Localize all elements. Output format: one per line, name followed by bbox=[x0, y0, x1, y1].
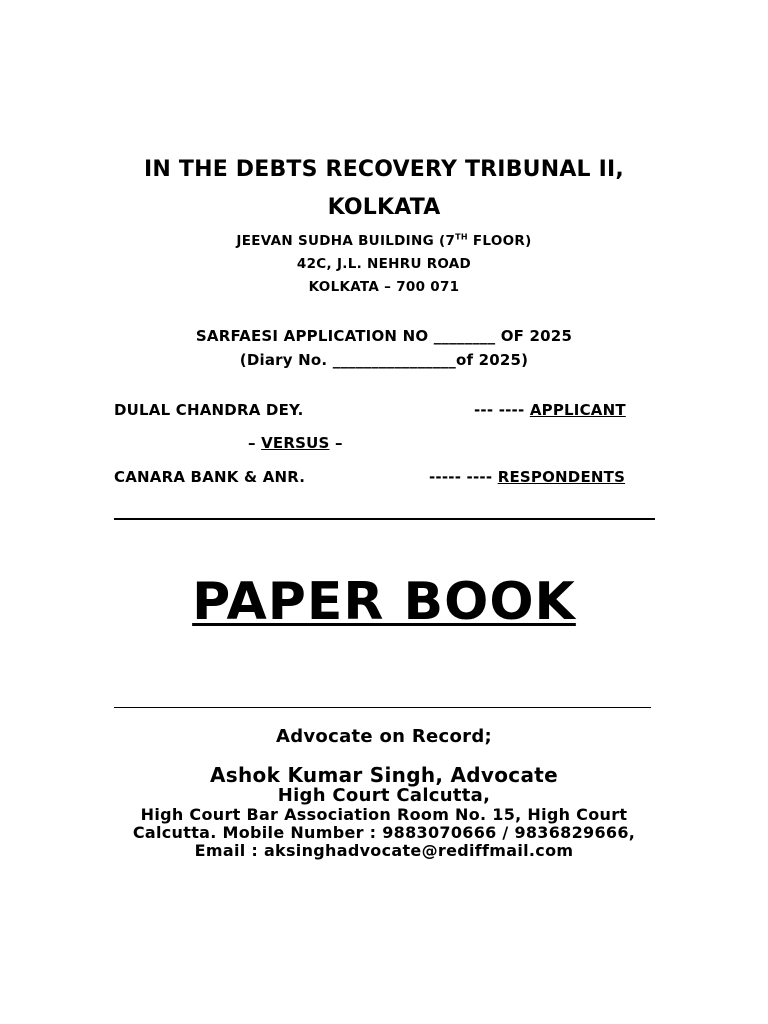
court-address-line3: KOLKATA – 700 071 bbox=[308, 279, 460, 295]
application-number: SARFAESI APPLICATION NO ________ OF 2025 bbox=[195, 327, 573, 345]
address-building: JEEVAN SUDHA BUILDING (7 bbox=[236, 233, 456, 249]
applicant-dashes: --- ---- bbox=[474, 401, 530, 419]
respondent-role: RESPONDENTS bbox=[497, 468, 626, 486]
applicant-name: DULAL CHANDRA DEY. bbox=[114, 401, 304, 419]
divider-thin bbox=[114, 707, 651, 708]
respondent-designation bbox=[429, 467, 625, 487]
applicant-role: APPLICANT bbox=[529, 401, 626, 419]
court-title-line2: KOLKATA bbox=[327, 195, 441, 220]
document-title: PAPER BOOK bbox=[192, 572, 576, 632]
advocate-address-line2: Calcutta. Mobile Number : 9883070666 / 9836829666, bbox=[132, 823, 636, 842]
court-address-line2: 42C, J.L. NEHRU ROAD bbox=[296, 256, 472, 272]
address-floor-superscript: TH bbox=[455, 232, 468, 242]
respondent-name: CANARA BANK & ANR. bbox=[114, 468, 306, 486]
versus-label: VERSUS bbox=[261, 434, 330, 452]
advocate-address-line1: High Court Bar Association Room No. 15, High Court bbox=[140, 805, 628, 824]
advocate-email-line: Email : aksinghadvocate@rediffmail.com bbox=[194, 841, 574, 860]
versus-dash-left: – bbox=[248, 434, 262, 452]
divider-thick bbox=[114, 518, 655, 520]
court-title-line1: IN THE DEBTS RECOVERY TRIBUNAL II, bbox=[144, 157, 624, 182]
advocate-court: High Court Calcutta, bbox=[277, 785, 491, 806]
versus-line bbox=[248, 433, 343, 453]
advocate-name: Ashok Kumar Singh, Advocate bbox=[210, 763, 558, 787]
diary-number: (Diary No. ________________of 2025) bbox=[239, 351, 529, 369]
versus-dash-right: – bbox=[329, 434, 343, 452]
address-floor: FLOOR) bbox=[467, 233, 532, 249]
court-address-line1 bbox=[0, 232, 768, 250]
applicant-designation bbox=[474, 400, 626, 420]
advocate-label: Advocate on Record; bbox=[275, 726, 493, 747]
respondent-dashes: ----- ---- bbox=[429, 468, 498, 486]
